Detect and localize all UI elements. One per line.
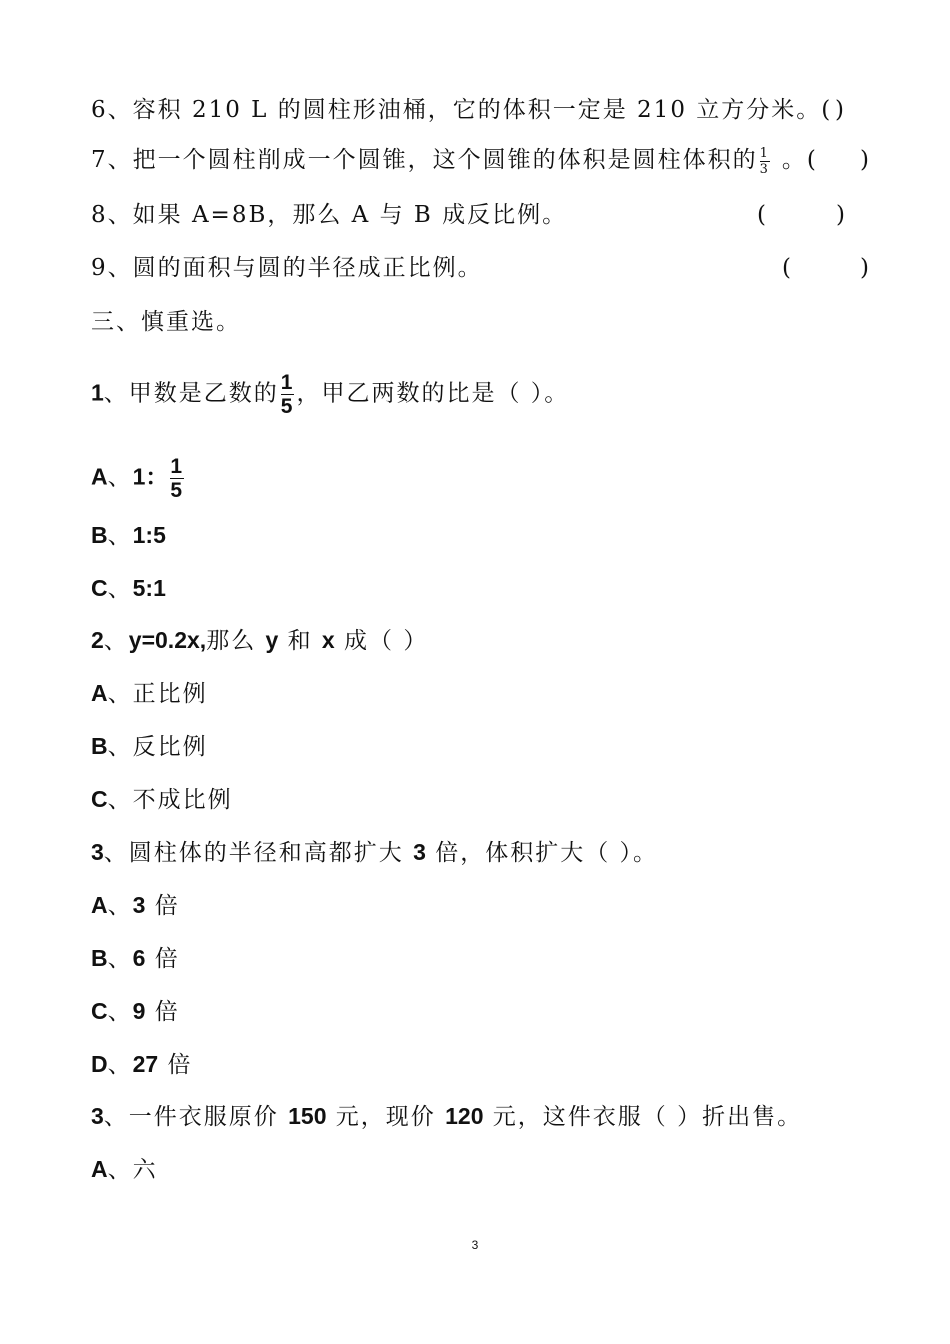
page-number: 3 xyxy=(471,1238,479,1252)
fraction-one-third: $\frac{1}{3}$ xyxy=(759,145,770,177)
fraction-one-fifth: $\frac{1}{5}$ xyxy=(280,371,295,418)
choice-question-1: 1、甲数是乙数的 $\frac{1}{5}$ ，甲乙两数的比是（ ）。 xyxy=(91,371,570,418)
answer-paren-open-8: ( xyxy=(757,202,766,228)
judge-question-6: 6、容积 210 L 的圆柱形油桶，它的体积一定是 210 立方分米。( xyxy=(91,97,833,123)
choice-2-option-a: A、正比例 xyxy=(91,680,208,707)
choice-3-option-b: B、6 倍 xyxy=(91,945,180,972)
choice-3-option-a: A、3 倍 xyxy=(91,892,180,919)
choice-1-option-a: A、1： $\frac{1}{5}$ xyxy=(91,455,185,502)
judge-question-9: 9、圆的面积与圆的半径成正比例。 xyxy=(91,255,483,281)
choice-1-option-b: B、1:5 xyxy=(91,522,166,549)
choice-4-option-a: A、六 xyxy=(91,1156,158,1183)
answer-paren-close-8: ) xyxy=(836,202,845,228)
choice-question-4: 3、一件衣服原价 150 元，现价 120 元，这件衣服（ ）折出售。 xyxy=(91,1103,803,1130)
judge-question-8: 8、如果 A=8B，那么 A 与 B 成反比例。 xyxy=(91,202,568,228)
choice-3-option-c: C、9 倍 xyxy=(91,998,180,1025)
section-title: 三、慎重选。 xyxy=(91,309,241,335)
answer-paren-open-9: ( xyxy=(782,255,791,281)
judge-question-7: 7、把一个圆柱削成一个圆锥，这个圆锥的体积是圆柱体积的 $\frac{1}{3}$ 。( xyxy=(91,145,818,177)
answer-paren-close-9: ) xyxy=(860,255,869,281)
answer-paren-close-6: ) xyxy=(835,97,844,123)
fraction-one-fifth-option: $\frac{1}{5}$ xyxy=(170,455,185,502)
choice-2-option-c: C、不成比例 xyxy=(91,786,233,813)
choice-question-3: 3、圆柱体的半径和高都扩大 3 倍，体积扩大（ ）。 xyxy=(91,839,659,866)
choice-2-option-b: B、反比例 xyxy=(91,733,208,760)
choice-3-option-d: D、27 倍 xyxy=(91,1051,193,1078)
choice-1-option-c: C、5:1 xyxy=(91,575,166,602)
choice-question-2: 2、y=0.2x,那么 y 和 x 成（ ） xyxy=(91,627,429,654)
answer-paren-close-7: ) xyxy=(860,147,869,173)
